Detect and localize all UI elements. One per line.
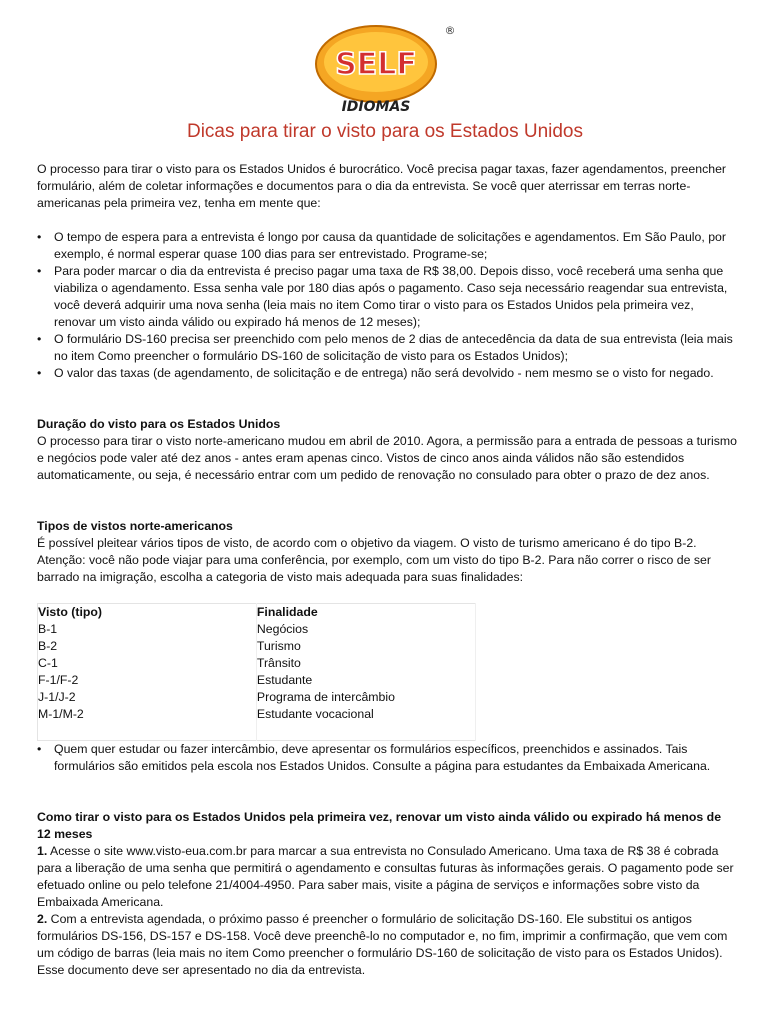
page-title: Dicas para tirar o visto para os Estados Unidos (186, 121, 583, 142)
table-cell: B-2 (38, 638, 257, 655)
self-idiomas-logo (312, 14, 462, 114)
como-heading: Como tirar o visto para os Estados Unidos pela primeira vez, renovar um visto ainda válido ou expirado há menos de 12 meses (37, 810, 722, 841)
table-cell: Programa de intercâmbio (256, 689, 475, 706)
list-item: • Quem quer estudar ou fazer intercâmbio, deve apresentar os formulários específicos, preenchidos e assinados. Tais formulários são emitidos pela escola nos Estados Unidos. Consulte a página para estudantes da Embaixada Americana. (37, 742, 711, 773)
table-cell: B-1 (38, 621, 257, 638)
logo-subtitle: IDIOMAS (341, 99, 411, 114)
tipos-heading: Tipos de vistos norte-americanos (37, 519, 233, 533)
table-cell (38, 723, 257, 741)
step-paragraph: 1. Acesse o site www.visto-eua.com.br para marcar a sua entrevista no Consulado Americano. Uma taxa de R$ 38 é cobrada para a liberação de uma senha que permitirá o agendamento e consultas futuras às informações gerais. O pagamento pode ser efetuado online ou pelo telefone 21/4004-4950. Para saber mais, visite a página de serviços e informações sobre visto da Embaixada Americana. (37, 844, 734, 909)
intro-paragraph: O processo para tirar o visto para os Estados Unidos é burocrático. Você precisa pagar taxas, fazer agendamentos, preencher formulário, além de coletar informações e documentos para o dia da entrevista. Se você quer aterrissar em terras norte-americanas pela primeira vez, tenha em mente que: (37, 162, 726, 210)
table-cell: F-1/F-2 (38, 672, 257, 689)
students-list (37, 741, 737, 775)
table-row (38, 638, 476, 655)
bullet-icon: • (37, 742, 42, 756)
registered-mark: ® (444, 24, 456, 37)
table-cell: Turismo (256, 638, 475, 655)
step-number: 2. (37, 912, 48, 926)
list-item: • O tempo de espera para a entrevista é longo por causa da quantidade de solicitações e agendamentos. Em São Paulo, por exemplo, é normal esperar quase 100 dias para ser entrevistado. Programe-se; (37, 230, 726, 261)
table-cell: C-1 (38, 655, 257, 672)
tips-list (37, 229, 737, 382)
list-item: • O formulário DS-160 precisa ser preenchido com pelo menos de 2 dias de antecedência da data de sua entrevista (leia mais no item Como preencher o formulário DS-160 de solicitação de visto para os Estados Unidos); (37, 332, 733, 363)
table-header-cell: Finalidade (256, 604, 475, 622)
duracao-heading: Duração do visto para os Estados Unidos (37, 417, 281, 431)
table-row (38, 621, 476, 638)
table-row (38, 672, 476, 689)
table-cell (256, 723, 475, 741)
bullet-icon: • (37, 230, 42, 244)
logo-graphic (312, 14, 462, 114)
bullet-icon: • (37, 264, 42, 278)
table-row (38, 655, 476, 672)
step-paragraph: 2. Com a entrevista agendada, o próximo passo é preencher o formulário de solicitação DS-160. Ele substitui os antigos formulários DS-156, DS-157 e DS-158. Você deve preenchê-lo no computador e, no fim, imprimir a confirmação, que vem com um código de barras (leia mais no item Como preencher o formulário DS-160 de solicitação de visto para os Estados Unidos). Esse documento deve ser apresentado no dia da entrevista. (37, 912, 728, 977)
duracao-paragraph: O processo para tirar o visto norte-americano mudou em abril de 2010. Agora, a permissão para a entrada de pessoas a turismo e negócios pode valer até dez anos - antes eram apenas cinco. Vistos de cinco anos ainda válidos não são estendidos automaticamente, ou seja, é necessário entrar com um pedido de renovação no consulado para obter o prazo de dez anos. (37, 434, 737, 482)
table-cell: J-1/J-2 (38, 689, 257, 706)
table-row (38, 723, 476, 741)
table-cell: Negócios (256, 621, 475, 638)
list-item: • O valor das taxas (de agendamento, de solicitação e de entrega) não será devolvido - nem mesmo se o visto for negado. (37, 366, 714, 380)
bullet-icon: • (37, 332, 42, 346)
table-cell: Estudante vocacional (256, 706, 475, 723)
table-cell: M-1/M-2 (38, 706, 257, 723)
list-item: • Para poder marcar o dia da entrevista é preciso pagar uma taxa de R$ 38,00. Depois disso, você receberá uma senha que viabiliza o agendamento. Essa senha vale por 180 dias após o pagamento. Caso seja necessário reagendar sua entrevista, você deverá adquirir uma nova senha (leia mais no item Como tirar o visto para os Estados Unidos pela primeira vez, renovar um visto ainda válido ou expirado há menos de 12 meses); (37, 264, 728, 329)
logo-brand: SELF (335, 47, 417, 82)
visa-types-table (37, 603, 476, 741)
table-header-cell: Visto (tipo) (38, 604, 257, 622)
table-header-row (38, 604, 476, 622)
table-cell: Estudante (256, 672, 475, 689)
table-row (38, 706, 476, 723)
tipos-paragraph: É possível pleitear vários tipos de visto, de acordo com o objetivo da viagem. O visto de turismo americano é do tipo B-2. Atenção: você não pode viajar para uma conferência, por exemplo, com um visto do tipo B-2. Para não correr o risco de ser barrado na imigração, escolha a categoria de visto mais adequada para suas finalidades: (37, 536, 711, 584)
document-body (37, 161, 737, 979)
table-row (38, 689, 476, 706)
bullet-icon: • (37, 366, 42, 380)
table-cell: Trânsito (256, 655, 475, 672)
step-number: 1. (37, 844, 48, 858)
